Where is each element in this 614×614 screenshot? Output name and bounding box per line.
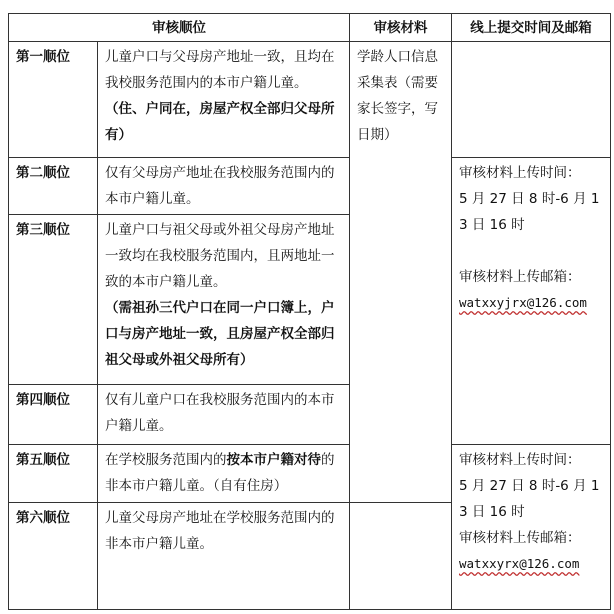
order-condition: [98, 215, 350, 385]
submission-info-cell: [452, 445, 611, 610]
condition-note: （需祖孙三代户口在同一户口簿上，户口与房产地址一致，且房屋产权全部归祖父母或外祖父母所有）: [105, 300, 335, 368]
order-condition: 仅有父母房产地址在我校服务范围内的本市户籍儿童。: [98, 158, 350, 215]
condition-text-post: 的非本市户籍儿童。（自有住房）: [105, 452, 335, 494]
review-materials-cell: 学龄人口信息采集表（需要家长签字，写日期）: [350, 42, 452, 503]
admission-order-table: [8, 13, 611, 610]
order-condition: 仅有儿童户口在我校服务范围内的本市户籍儿童。: [98, 385, 350, 445]
order-label: 第二顺位: [9, 158, 98, 215]
upload-time-label: 审核材料上传时间：: [459, 165, 581, 181]
order-label: 第三顺位: [9, 215, 98, 385]
order-label: 第五顺位: [9, 445, 98, 503]
materials-empty-cell: [350, 503, 452, 610]
condition-text-pre: 在学校服务范围内的: [105, 452, 227, 468]
upload-time-value: 5 月 27 日 8 时-6 月 13 日 16 时: [459, 191, 600, 233]
order-label: 第四顺位: [9, 385, 98, 445]
order-condition: [98, 42, 350, 158]
condition-text-bold: 按本市户籍对待: [226, 452, 321, 468]
upload-time-value: 5 月 27 日 8 时-6 月 13 日 16 时: [459, 478, 600, 520]
condition-text: 儿童户口与父母房产地址一致，且均在我校服务范围内的本市户籍儿童。: [105, 49, 335, 91]
order-condition: [98, 445, 350, 503]
table-row: [9, 158, 611, 215]
condition-note: （住、户同在，房屋产权全部归父母所有）: [105, 101, 335, 143]
order-label: 第六顺位: [9, 503, 98, 610]
submission-info-cell: [452, 158, 611, 445]
upload-email-label: 审核材料上传邮箱：: [459, 269, 581, 285]
condition-text: 儿童户口与祖父母或外祖父母房产地址一致均在我校服务范围内，且两地址一致的本市户籍儿童。: [105, 222, 335, 290]
table-row: [9, 445, 611, 503]
table-header-row: [9, 14, 611, 42]
table-row: [9, 42, 611, 158]
upload-email-link[interactable]: watxxyjrx@126.com: [459, 295, 587, 310]
order-condition: 儿童父母房产地址在学校服务范围内的非本市户籍儿童。: [98, 503, 350, 610]
header-submission-time-email: 线上提交时间及邮箱: [452, 14, 611, 42]
submission-empty-cell: [452, 42, 611, 158]
upload-email-label: 审核材料上传邮箱：: [459, 530, 581, 546]
upload-time-label: 审核材料上传时间：: [459, 452, 581, 468]
upload-email-link[interactable]: watxxyrx@126.com: [459, 556, 580, 571]
order-label: 第一顺位: [9, 42, 98, 158]
admission-review-document: [8, 13, 610, 610]
header-review-order: 审核顺位: [9, 14, 350, 42]
header-review-materials: 审核材料: [350, 14, 452, 42]
